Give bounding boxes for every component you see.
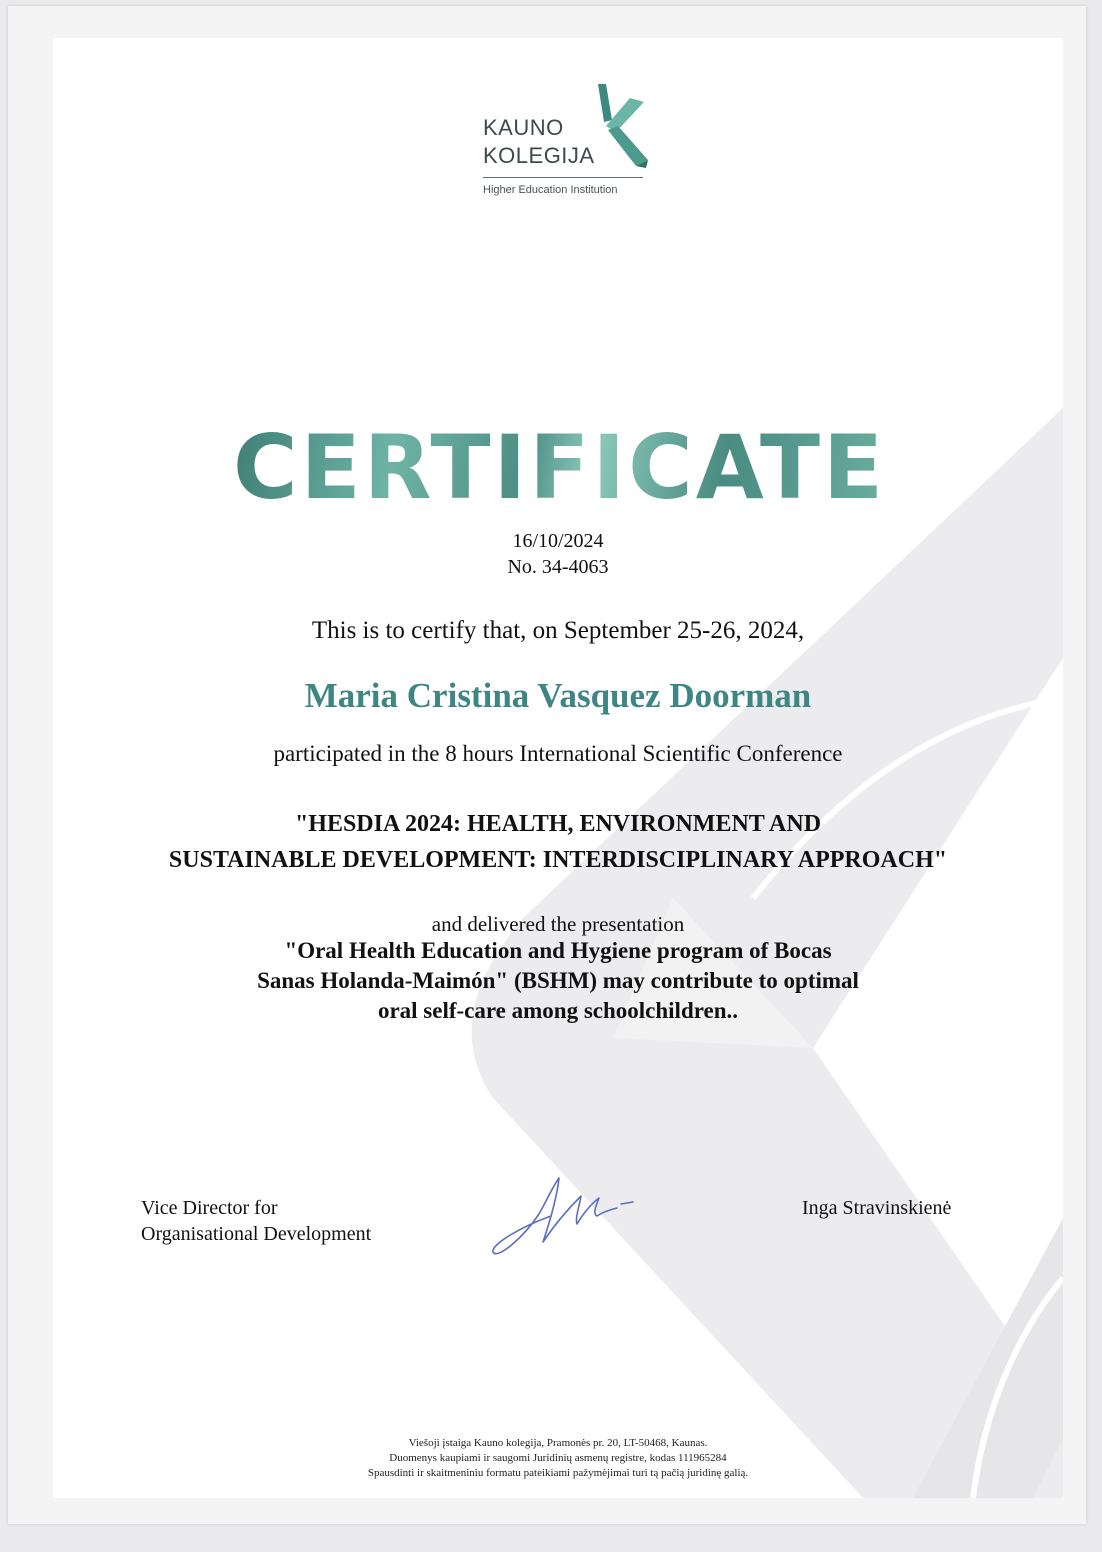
presentation-title-line-3: oral self-care among schoolchildren..	[377, 998, 739, 1023]
logo-line-1: KAUNO	[483, 115, 564, 140]
institution-logo	[481, 80, 651, 200]
footer-line-1: Viešoji įstaiga Kauno kolegija, Pramonės pr. 20, LT-50468, Kaunas.	[408, 1437, 708, 1449]
presentation-title-line-2: Sanas Holanda-Maimón" (BSHM) may contribute to optimal	[257, 968, 859, 993]
logo-line-2: KOLEGIJA	[483, 143, 595, 168]
presentation-title	[53, 936, 1063, 1026]
logo-divider	[483, 177, 643, 178]
footer-line-2: Duomenys kaupiami ir saugomi Juridinių asmenų registre, kodas 111965284	[389, 1452, 727, 1464]
conference-title	[53, 806, 1063, 878]
document-sheet	[8, 6, 1086, 1524]
delivered-text: and delivered the presentation	[431, 912, 685, 936]
certificate-page	[53, 38, 1063, 1498]
signatory-role	[141, 1195, 371, 1247]
signatory-role-line-1: Vice Director for	[141, 1197, 278, 1219]
conference-title-line-1: "HESDIA 2024: HEALTH, ENVIRONMENT AND	[294, 811, 822, 837]
conference-title-line-2: SUSTAINABLE DEVELOPMENT: INTERDISCIPLINARY APPROACH"	[168, 847, 948, 873]
signatory-role-line-2: Organisational Development	[141, 1223, 372, 1245]
legal-footer	[53, 1436, 1063, 1481]
logo-k-icon	[586, 80, 651, 170]
handwritten-signature	[483, 1168, 643, 1258]
certificate-number: No. 34-4063	[507, 556, 609, 578]
presentation-title-line-1: "Oral Health Education and Hygiene program of Bocas	[284, 938, 832, 963]
logo-subtitle: Higher Education Institution	[483, 184, 618, 196]
certify-intro: This is to certify that, on September 25-26, 2024,	[311, 617, 805, 644]
issue-date: 16/10/2024	[512, 530, 604, 552]
recipient-name: Maria Cristina Vasquez Doorman	[304, 676, 812, 715]
footer-line-3: Spausdinti ir skaitmeniniu formatu pateikiami pažymėjimai turi tą pačią juridinę galią.	[367, 1467, 749, 1479]
participation-text: participated in the 8 hours International Scientific Conference	[273, 741, 843, 766]
certificate-title: CERTIFICATE	[233, 416, 887, 519]
signatory-name: Inga Stravinskienė	[802, 1197, 952, 1219]
